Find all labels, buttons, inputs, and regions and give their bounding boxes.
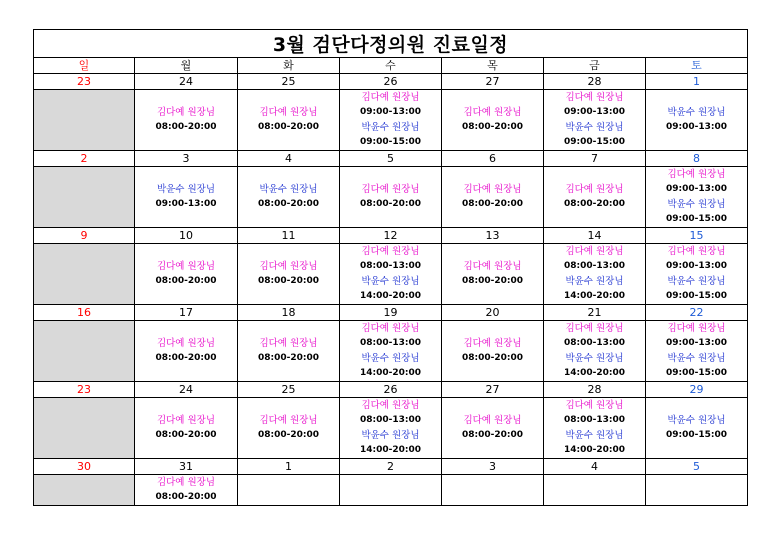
day-schedule-cell (544, 244, 646, 305)
clinic-hours: 09:00-15:00 (665, 430, 728, 440)
clinic-hours: 09:00-15:00 (665, 291, 728, 301)
date-number: 29 (646, 382, 748, 398)
date-number: 24 (135, 382, 238, 398)
date-number: 26 (340, 74, 442, 90)
day-schedule-cell (135, 321, 238, 382)
date-number: 1 (238, 459, 340, 475)
date-number: 1 (646, 74, 748, 90)
day-schedule-cell (646, 244, 748, 305)
weekday-header: 금 (544, 58, 646, 74)
doctor-name: 박윤수 원장님 (361, 122, 420, 133)
day-schedule-cell (544, 167, 646, 228)
weekday-header: 목 (442, 58, 544, 74)
doctor-name: 김다예 원장님 (259, 261, 318, 272)
date-number: 25 (238, 382, 340, 398)
doctor-name: 박윤수 원장님 (156, 184, 216, 195)
doctor-name: 박윤수 원장님 (667, 353, 726, 364)
doctor-name: 김다예 원장님 (565, 92, 624, 103)
doctor-name: 박윤수 원장님 (667, 276, 726, 287)
doctor-name: 김다예 원장님 (463, 184, 522, 195)
clinic-hours: 09:00-15:00 (665, 214, 728, 224)
clinic-hours: 14:00-20:00 (563, 445, 626, 455)
weekday-header: 월 (135, 58, 238, 74)
clinic-hours: 09:00-15:00 (563, 137, 626, 147)
doctor-name: 박윤수 원장님 (667, 107, 726, 118)
clinic-hours: 14:00-20:00 (563, 368, 626, 378)
day-schedule-cell (135, 90, 238, 151)
date-number: 27 (442, 74, 544, 90)
date-number: 7 (544, 151, 646, 167)
doctor-name: 김다예 원장님 (463, 107, 522, 118)
day-schedule-cell (340, 398, 442, 459)
clinic-hours: 08:00-20:00 (461, 276, 524, 286)
weekday-header: 토 (646, 58, 748, 74)
date-number: 14 (544, 228, 646, 244)
day-schedule-cell (442, 321, 544, 382)
clinic-hours: 09:00-15:00 (665, 368, 728, 378)
page-title: 3월 검단다정의원 진료일정 (34, 30, 748, 58)
date-row (34, 459, 748, 475)
doctor-name: 박윤수 원장님 (361, 353, 420, 364)
day-schedule-cell (442, 475, 544, 506)
doctor-name: 김다예 원장님 (361, 92, 420, 103)
day-schedule-cell (238, 321, 340, 382)
clinic-hours: 09:00-13:00 (563, 107, 626, 117)
date-number: 17 (135, 305, 238, 321)
day-schedule-cell (340, 244, 442, 305)
day-schedule-cell (34, 321, 135, 382)
day-schedule-cell (442, 167, 544, 228)
clinic-hours: 08:00-20:00 (257, 430, 320, 440)
clinic-hours: 08:00-20:00 (155, 122, 217, 132)
day-schedule-cell (34, 398, 135, 459)
clinic-hours: 09:00-13:00 (665, 184, 728, 194)
clinic-hours: 08:00-20:00 (257, 199, 320, 209)
date-number: 24 (135, 74, 238, 90)
weekday-header: 일 (34, 58, 135, 74)
day-schedule-cell (34, 167, 135, 228)
clinic-hours: 14:00-20:00 (359, 368, 422, 378)
doctor-name: 박윤수 원장님 (565, 430, 624, 441)
doctor-name: 김다예 원장님 (156, 338, 216, 349)
clinic-hours: 08:00-20:00 (155, 430, 217, 440)
date-number: 27 (442, 382, 544, 398)
date-number: 6 (442, 151, 544, 167)
day-schedule-cell (340, 167, 442, 228)
doctor-name: 김다예 원장님 (156, 261, 216, 272)
clinic-hours: 09:00-13:00 (359, 107, 422, 117)
date-number: 20 (442, 305, 544, 321)
day-schedule-cell (238, 244, 340, 305)
date-number: 3 (442, 459, 544, 475)
schedule-row (34, 167, 748, 228)
doctor-name: 김다예 원장님 (259, 107, 318, 118)
day-schedule-cell (544, 321, 646, 382)
day-schedule-cell (646, 90, 748, 151)
doctor-name: 김다예 원장님 (463, 338, 522, 349)
doctor-name: 박윤수 원장님 (361, 276, 420, 287)
day-schedule-cell (135, 398, 238, 459)
date-number: 2 (34, 151, 135, 167)
clinic-hours: 09:00-13:00 (665, 261, 728, 271)
day-schedule-cell (34, 475, 135, 506)
date-row (34, 151, 748, 167)
doctor-name: 박윤수 원장님 (565, 276, 624, 287)
date-row (34, 228, 748, 244)
doctor-name: 김다예 원장님 (259, 338, 318, 349)
doctor-name: 김다예 원장님 (361, 246, 420, 257)
date-number: 12 (340, 228, 442, 244)
date-number: 10 (135, 228, 238, 244)
date-number: 28 (544, 74, 646, 90)
schedule-table (33, 29, 748, 506)
doctor-name: 김다예 원장님 (565, 246, 624, 257)
day-schedule-cell (544, 398, 646, 459)
weekday-header: 수 (340, 58, 442, 74)
date-row (34, 74, 748, 90)
clinic-hours: 08:00-20:00 (155, 353, 217, 363)
clinic-hours: 08:00-13:00 (359, 415, 422, 425)
day-schedule-cell (646, 321, 748, 382)
day-schedule-cell (646, 398, 748, 459)
day-schedule-cell (544, 475, 646, 506)
schedule-row (34, 321, 748, 382)
doctor-name: 김다예 원장님 (667, 169, 726, 180)
date-row (34, 305, 748, 321)
doctor-name: 김다예 원장님 (156, 415, 216, 426)
date-number: 13 (442, 228, 544, 244)
day-schedule-cell (238, 398, 340, 459)
clinic-hours: 09:00-15:00 (359, 137, 422, 147)
day-schedule-cell (544, 90, 646, 151)
clinic-hours: 08:00-13:00 (563, 415, 626, 425)
day-schedule-cell (442, 398, 544, 459)
day-schedule-cell (238, 475, 340, 506)
date-number: 5 (646, 459, 748, 475)
date-number: 19 (340, 305, 442, 321)
clinic-hours: 08:00-13:00 (563, 338, 626, 348)
clinic-hours: 08:00-13:00 (359, 338, 422, 348)
doctor-name: 김다예 원장님 (361, 184, 420, 195)
doctor-name: 박윤수 원장님 (361, 430, 420, 441)
clinic-hours: 14:00-20:00 (563, 291, 626, 301)
day-schedule-cell (340, 475, 442, 506)
doctor-name: 김다예 원장님 (463, 261, 522, 272)
clinic-hours: 08:00-13:00 (563, 261, 626, 271)
doctor-name: 김다예 원장님 (361, 400, 420, 411)
day-schedule-cell (34, 244, 135, 305)
day-schedule-cell (238, 90, 340, 151)
date-row (34, 382, 748, 398)
date-number: 23 (34, 382, 135, 398)
doctor-name: 김다예 원장님 (156, 477, 216, 488)
weekday-header-row (34, 58, 748, 74)
day-schedule-cell (238, 167, 340, 228)
clinic-hours: 08:00-20:00 (563, 199, 626, 209)
date-number: 8 (646, 151, 748, 167)
clinic-hours: 08:00-20:00 (257, 276, 320, 286)
date-number: 25 (238, 74, 340, 90)
doctor-name: 박윤수 원장님 (565, 122, 624, 133)
schedule-row (34, 475, 748, 506)
doctor-name: 김다예 원장님 (565, 184, 624, 195)
clinic-hours: 08:00-20:00 (257, 122, 320, 132)
weekday-header: 화 (238, 58, 340, 74)
clinic-hours: 09:00-13:00 (665, 338, 728, 348)
date-number: 28 (544, 382, 646, 398)
clinic-hours: 08:00-20:00 (155, 492, 217, 502)
day-schedule-cell (340, 321, 442, 382)
date-number: 4 (238, 151, 340, 167)
schedule-row (34, 398, 748, 459)
day-schedule-cell (135, 167, 238, 228)
date-number: 15 (646, 228, 748, 244)
doctor-name: 김다예 원장님 (565, 323, 624, 334)
doctor-name: 박윤수 원장님 (259, 184, 318, 195)
clinic-hours: 08:00-20:00 (359, 199, 422, 209)
day-schedule-cell (442, 90, 544, 151)
date-number: 4 (544, 459, 646, 475)
date-number: 21 (544, 305, 646, 321)
clinic-hours: 08:00-20:00 (461, 353, 524, 363)
clinic-hours: 08:00-13:00 (359, 261, 422, 271)
day-schedule-cell (135, 475, 238, 506)
clinic-hours: 14:00-20:00 (359, 291, 422, 301)
day-schedule-cell (34, 90, 135, 151)
clinic-hours: 08:00-20:00 (461, 199, 524, 209)
doctor-name: 김다예 원장님 (361, 323, 420, 334)
date-number: 22 (646, 305, 748, 321)
doctor-name: 김다예 원장님 (463, 415, 522, 426)
schedule-row (34, 244, 748, 305)
date-number: 31 (135, 459, 238, 475)
doctor-name: 김다예 원장님 (667, 246, 726, 257)
doctor-name: 박윤수 원장님 (565, 353, 624, 364)
doctor-name: 박윤수 원장님 (667, 415, 726, 426)
day-schedule-cell (646, 475, 748, 506)
clinic-hours: 08:00-20:00 (461, 430, 524, 440)
date-number: 30 (34, 459, 135, 475)
date-number: 18 (238, 305, 340, 321)
date-number: 26 (340, 382, 442, 398)
date-number: 9 (34, 228, 135, 244)
clinic-hours: 14:00-20:00 (359, 445, 422, 455)
date-number: 5 (340, 151, 442, 167)
clinic-hours: 09:00-13:00 (155, 199, 217, 209)
clinic-hours: 09:00-13:00 (665, 122, 728, 132)
doctor-name: 김다예 원장님 (667, 323, 726, 334)
date-number: 23 (34, 74, 135, 90)
schedule-row (34, 90, 748, 151)
day-schedule-cell (135, 244, 238, 305)
doctor-name: 김다예 원장님 (259, 415, 318, 426)
day-schedule-cell (646, 167, 748, 228)
date-number: 2 (340, 459, 442, 475)
clinic-hours: 08:00-20:00 (257, 353, 320, 363)
doctor-name: 김다예 원장님 (156, 107, 216, 118)
doctor-name: 김다예 원장님 (565, 400, 624, 411)
date-number: 11 (238, 228, 340, 244)
date-number: 3 (135, 151, 238, 167)
doctor-name: 박윤수 원장님 (667, 199, 726, 210)
date-number: 16 (34, 305, 135, 321)
day-schedule-cell (340, 90, 442, 151)
clinic-hours: 08:00-20:00 (461, 122, 524, 132)
day-schedule-cell (442, 244, 544, 305)
clinic-hours: 08:00-20:00 (155, 276, 217, 286)
